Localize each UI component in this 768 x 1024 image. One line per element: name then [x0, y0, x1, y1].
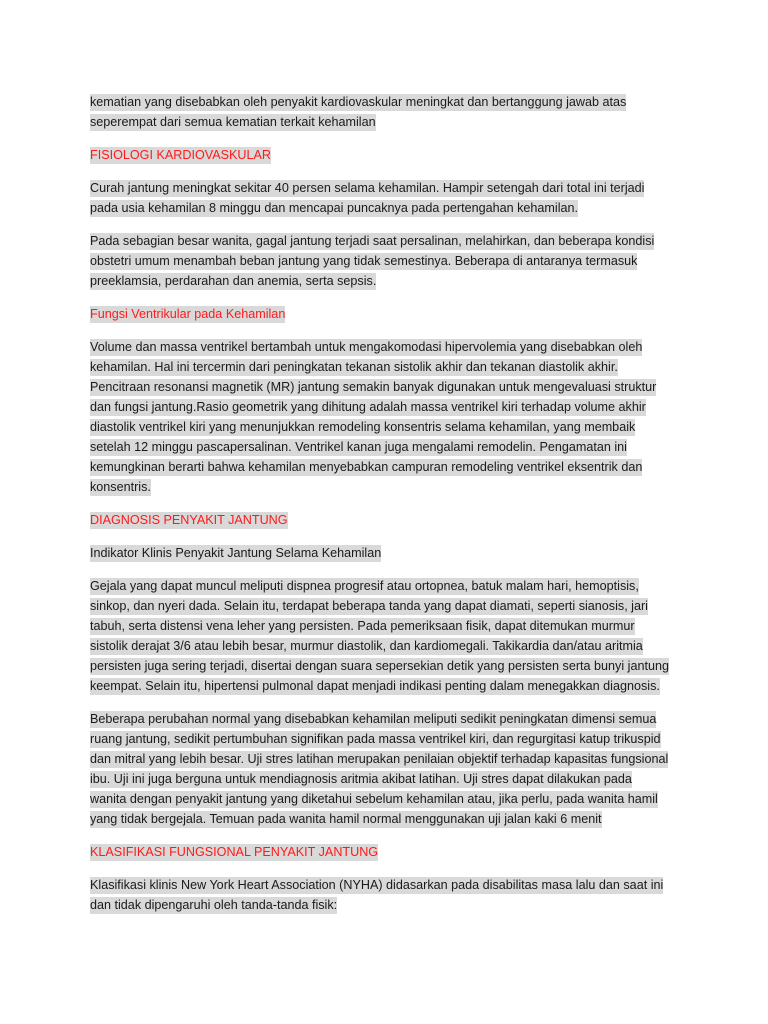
intro-paragraph: [90, 92, 680, 132]
text-line: preeklamsia, perdarahan dan anemia, serta sepsis.: [90, 274, 377, 288]
text-line: kematian yang disebabkan oleh penyakit kardiovaskular meningkat dan bertanggung jawab atas: [90, 95, 627, 109]
text-line: diastolik ventrikel kiri yang menunjukkan remodeling konsentris selama kehamilan, yang membaik: [90, 420, 636, 434]
paragraph-gagal-jantung: [90, 231, 680, 291]
heading-diagnosis: [90, 510, 680, 530]
text-line: keempat. Selain itu, hipertensi pulmonal dapat menjadi indikasi penting dalam menegakkan diagnosis.: [90, 679, 660, 693]
paragraph-volume-massa: [90, 337, 680, 497]
heading-klasifikasi: [90, 842, 680, 862]
paragraph-perubahan-normal: [90, 709, 680, 829]
paragraph-curah-jantung: [90, 178, 680, 218]
text-line: yang tidak bergejala. Temuan pada wanita hamil normal menggunakan uji jalan kaki 6 menit: [90, 812, 602, 826]
text-line: Gejala yang dapat muncul meliputi dispnea progresif atau ortopnea, batuk malam hari, hemoptisis,: [90, 579, 639, 593]
text-line: pada usia kehamilan 8 minggu dan mencapai puncaknya pada pertengahan kehamilan.: [90, 201, 579, 215]
text-line: persisten juga sering terjadi, disertai dengan suara sepersekian detik yang persisten serta bunyi jantung: [90, 659, 669, 673]
heading-text: Fungsi Ventrikular pada Kehamilan: [90, 307, 286, 321]
text-line: dan fungsi jantung.Rasio geometrik yang dihitung adalah massa ventrikel kiri terhadap volume akhir: [90, 400, 646, 414]
heading-text: KLASIFIKASI FUNGSIONAL PENYAKIT JANTUNG: [90, 845, 379, 859]
heading-fungsi-ventrikular: [90, 304, 680, 324]
text-line: ruang jantung, sedikit pertumbuhan signifikan pada massa ventrikel kiri, dan regurgitasi katup trikuspid: [90, 732, 661, 746]
text-line: Beberapa perubahan normal yang disebabkan kehamilan meliputi sedikit peningkatan dimensi semua: [90, 712, 657, 726]
text-line: Pada sebagian besar wanita, gagal jantung terjadi saat persalinan, melahirkan, dan beberapa kondisi: [90, 234, 655, 248]
text-line: kehamilan. Hal ini tercermin dari peningkatan tekanan sistolik akhir dan tekanan diastolik akhir.: [90, 360, 618, 374]
subheading-indikator-klinis: [90, 543, 680, 563]
text-line: ibu. Uji ini juga berguna untuk mendiagnosis aritmia akibat latihan. Uji stres dapat dilakukan pada: [90, 772, 632, 786]
text-line: obstetri umum menambah beban jantung yang tidak semestinya. Beberapa di antaranya termasuk: [90, 254, 638, 268]
text-line: Klasifikasi klinis New York Heart Association (NYHA) didasarkan pada disabilitas masa lalu dan saat ini: [90, 878, 664, 892]
text-line: kemungkinan berarti bahwa kehamilan menyebabkan campuran remodeling ventrikel eksentrik dan: [90, 460, 643, 474]
text-line: setelah 12 minggu pascapersalinan. Ventrikel kanan juga mengalami remodelin. Pengamatan ini: [90, 440, 627, 454]
text-line: konsentris.: [90, 480, 151, 494]
text-line: tabuh, serta distensi vena leher yang persisten. Pada pemeriksaan fisik, dapat ditemukan murmur: [90, 619, 635, 633]
text-line: Volume dan massa ventrikel bertambah untuk mengakomodasi hipervolemia yang disebabkan oleh: [90, 340, 643, 354]
paragraph-gejala: [90, 576, 680, 696]
text-line: dan tidak dipengaruhi oleh tanda-tanda fisik:: [90, 898, 338, 912]
subheading-text: Indikator Klinis Penyakit Jantung Selama Kehamilan: [90, 546, 382, 560]
text-line: sistolik derajat 3/6 atau lebih besar, murmur diastolik, dan kardiomegali. Takikardia dan/atau aritmia: [90, 639, 643, 653]
heading-text: DIAGNOSIS PENYAKIT JANTUNG: [90, 513, 288, 527]
text-line: Pencitraan resonansi magnetik (MR) jantung semakin banyak digunakan untuk mengevaluasi struktur: [90, 380, 657, 394]
heading-text: FISIOLOGI KARDIOVASKULAR: [90, 148, 272, 162]
text-line: wanita dengan penyakit jantung yang diketahui sebelum kehamilan atau, jika perlu, pada wanita hamil: [90, 792, 658, 806]
paragraph-nyha: [90, 875, 680, 915]
document-page: [90, 92, 680, 928]
text-line: Curah jantung meningkat sekitar 40 persen selama kehamilan. Hampir setengah dari total ini terjadi: [90, 181, 645, 195]
text-line: sinkop, dan nyeri dada. Selain itu, terdapat beberapa tanda yang dapat diamati, seperti sianosis, jari: [90, 599, 648, 613]
heading-fisiologi: [90, 145, 680, 165]
text-line: dan mitral yang lebih besar. Uji stres latihan merupakan penilaian objektif terhadap kapasitas fungsional: [90, 752, 669, 766]
text-line: seperempat dari semua kematian terkait kehamilan: [90, 115, 376, 129]
